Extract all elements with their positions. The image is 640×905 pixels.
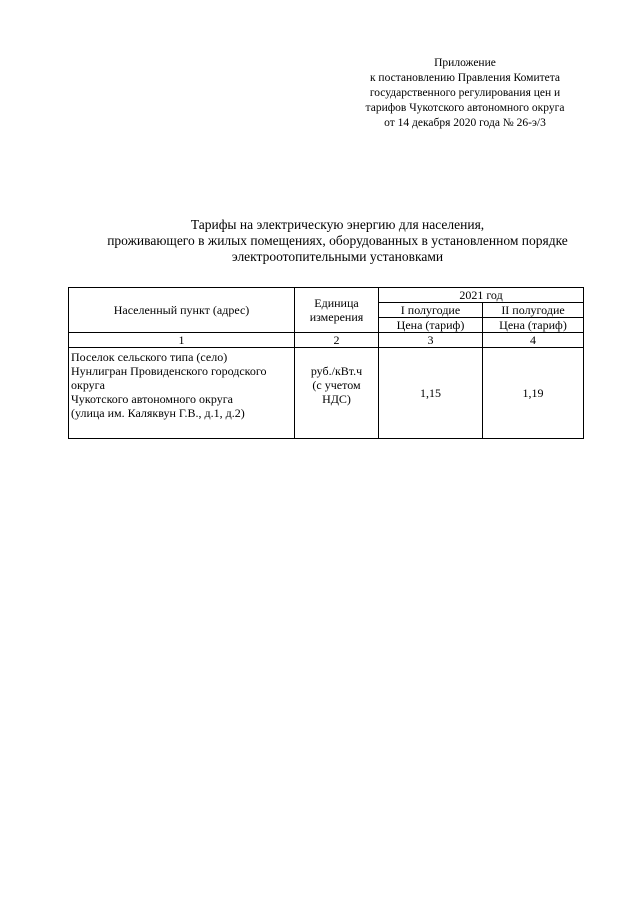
half2-value: 1,19	[483, 348, 584, 439]
locality-line: округа	[71, 378, 105, 392]
column-number: 1	[69, 333, 295, 348]
price2-header: Цена (тариф)	[483, 318, 584, 333]
table-row	[69, 348, 584, 439]
annex-line: государственного регулирования цен и	[369, 87, 561, 99]
annex-line: Приложение	[434, 57, 496, 69]
title-line: Тарифы на электрическую энергию для населения,	[190, 217, 485, 232]
annex-block	[340, 56, 590, 131]
unit-header: Единица измерения	[295, 288, 379, 333]
locality-line: Чукотского автономного округа	[71, 392, 233, 406]
annex-line: тарифов Чукотского автономного округа	[365, 102, 565, 114]
half2-header: II полугодие	[483, 303, 584, 318]
column-number: 2	[295, 333, 379, 348]
locality-line: Нунлигран Провиденского городского	[71, 364, 267, 378]
unit-line: НДС)	[322, 392, 351, 406]
price1-header: Цена (тариф)	[379, 318, 483, 333]
half1-value: 1,15	[379, 348, 483, 439]
locality-header: Населенный пункт (адрес)	[69, 288, 295, 333]
year-header: 2021 год	[379, 288, 584, 303]
unit-line: руб./кВт.ч	[310, 364, 363, 378]
locality-line: Поселок сельского типа (село)	[71, 350, 228, 364]
unit-cell	[295, 348, 379, 439]
tariff-table	[68, 287, 584, 439]
annex-line: к постановлению Правления Комитета	[369, 72, 561, 84]
unit-line: (с учетом	[312, 378, 361, 392]
column-number: 3	[379, 333, 483, 348]
locality-cell	[69, 348, 295, 439]
half1-header: I полугодие	[379, 303, 483, 318]
title-line: электроотопительными установками	[231, 249, 444, 264]
title-line: проживающего в жилых помещениях, оборудованных в установленном порядке	[107, 233, 568, 248]
header-row	[69, 288, 584, 303]
locality-line: (улица им. Калякву​н Г.В., д.1, д.2)	[71, 406, 245, 420]
document-title	[60, 217, 615, 265]
annex-line: от 14 декабря 2020 года № 26-э/3	[384, 117, 546, 129]
column-number-row	[69, 333, 584, 348]
column-number: 4	[483, 333, 584, 348]
